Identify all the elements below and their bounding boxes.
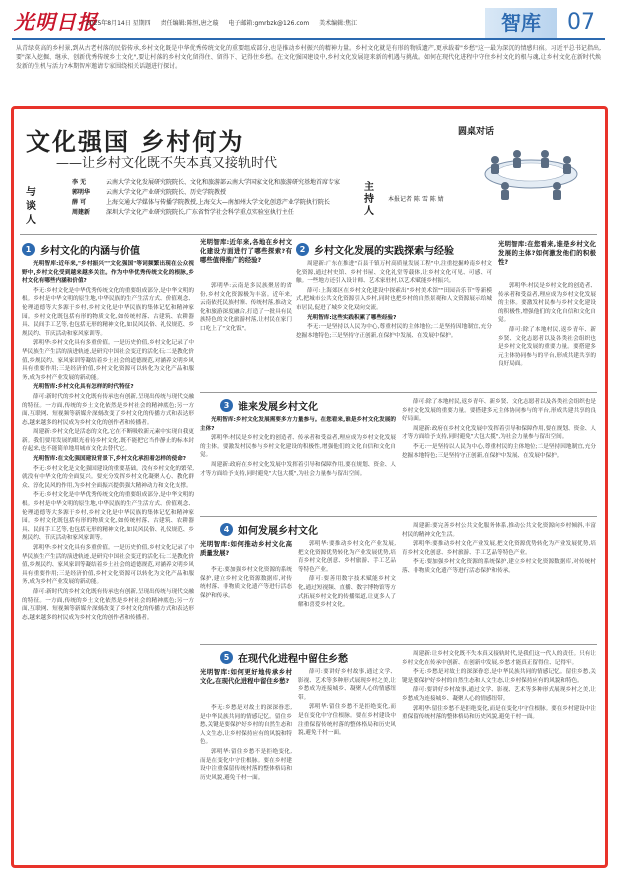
guest-title: 云南大学文化发展研究院院长、文化和旅游部云南大学国家文化和旅游研究基地首席专家 xyxy=(106,179,341,186)
article-column xyxy=(200,282,292,388)
article-column xyxy=(298,540,396,640)
article-column xyxy=(298,668,396,858)
newspaper-logo: 光明日报 xyxy=(14,10,98,34)
section-number: 5 xyxy=(220,651,233,664)
paragraph: 薛可:要讲好乡村故事,通过文学、影视、艺术等多种形式展现乡村之美,让乡愁成为连接城乡、凝聚人心的情感纽带。 xyxy=(298,669,396,701)
article-column xyxy=(200,416,396,512)
headline: 文化强国 乡村何为 xyxy=(26,127,245,156)
pull-quote: 光明智库:近年来,各地在乡村文化建设方面进行了哪些探索?有哪些值得推广的经验? xyxy=(200,238,292,264)
paragraph: 李无:乡村文化是中华优秀传统文化的重要组成部分,是中华文明的根。乡村是中华文明的原生地,中华民族的生产生活方式、价值观念、伦理道德等大多源于乡村,乡村文化是中华民族的集体记忆和精神家园。乡村文化既包括有形的物质文化,如传统村落、古建筑、农耕器具、民间手工艺等,也包括无形的精神文化,如民风民俗、礼仪规范、乡规民约、节庆活动和家风家训等。 xyxy=(22,287,194,337)
article-column xyxy=(22,260,194,860)
guest-row xyxy=(72,198,372,208)
section-title: 乡村文化的内涵与价值 xyxy=(40,246,140,257)
paragraph: 郭明华:村民是乡村文化的创造者、传承者和受益者,理应成为乡村文化发展的主体。要激发村民参与乡村文化建设的积极性,增强他们的文化自信和文化自觉。 xyxy=(498,283,596,324)
round-table-label: 圆桌对话 xyxy=(458,127,495,137)
guest-title: 上海交通大学媒体与传播学院教授,上海交大—南加州大学文化创意产业学院执行院长 xyxy=(106,199,330,206)
subheadline: ——让乡村文化既不失本真又接轨时代 xyxy=(56,156,278,171)
section-heading xyxy=(296,242,454,257)
paragraph: 周建新:要完善乡村公共文化服务体系,推动公共文化资源向乡村倾斜,丰富村民的精神文化生活。 xyxy=(402,523,596,538)
paragraph: 薛可:除了本地村民,返乡青年、新乡贤、文化志愿者以及各类社会组织也是乡村文化发展的重要力量。要搭建多元主体协同参与的平台,形成共建共享的良好局面。 xyxy=(402,399,596,423)
guest-name: 周建新 xyxy=(72,209,91,216)
paragraph: 李无:要加强乡村文化资源的系统保护,建立乡村文化资源数据库,对传统村落、非物质文化遗产等进行活态保护和传承。 xyxy=(200,567,292,599)
section-title: 如何发展乡村文化 xyxy=(238,526,318,537)
paragraph: 李无:要加强乡村文化资源的系统保护,建立乡村文化资源数据库,对传统村落、非物质文化遗产等进行活态保护和传承。 xyxy=(402,559,596,574)
section-heading xyxy=(220,398,318,413)
paragraph: 光明智库:在文化强国建设背景下,乡村文化承担着怎样的使命? xyxy=(33,456,187,463)
email: 电子邮箱:gmrbzk@126.com xyxy=(228,20,310,27)
section-heading xyxy=(220,650,348,665)
guest-title: 云南大学文化产业研究院院长、历史学院教授 xyxy=(106,189,227,196)
masthead-info xyxy=(86,18,365,27)
paragraph: 薛可:要讲好乡村故事,通过文学、影视、艺术等多种形式展现乡村之美,让乡愁成为连接城乡、凝聚人心的情感纽带。 xyxy=(402,687,596,702)
section-title: 在现代化进程中留住乡愁 xyxy=(238,654,348,665)
paragraph: 周建新:政府在乡村文化发展中发挥着引导和保障作用,要在规划、资金、人才等方面给予支持,同时避免"大包大揽",为社会力量参与留出空间。 xyxy=(402,425,596,441)
intro-text: 从青绿莫高的乡村景,到从古老村落的民俗传承,乡村文化既是中华优秀传统文化的重要组成部分,也是推动乡村振兴的精神力量。乡村文化就是有形的物质遗产,更承载着"乡愁"这一最为深沉的情感归宿。习近平总书记指出,要"深入挖掘、继承、创新优秀传统乡土文化",要让村落的乡村文化留得住、留得下、记得住乡愁。在文化强国建设中,乡村文化发展迎来新的机遇与挑战。如何在现代化进程中守住乡村文化的根与魂,让乡村文化在新时代焕发新的生机与活力?本期智库邀请专家围绕相关话题进行探讨。 xyxy=(16,45,601,70)
article-column xyxy=(296,260,492,388)
section-title: 谁来发展乡村文化 xyxy=(238,402,318,413)
paragraph: 薛可:上海郊区在乡村文化建设中探索出"乡村美术馆""田园音乐节"等新模式,把城市公共文化资源引入乡村,同时也把乡村的自然景观和人文资源展示给城市居民,促进了城乡文化双向交流。 xyxy=(296,287,492,311)
editor: 责任编辑:陈恒,唐之璇 xyxy=(160,20,219,27)
section-title: 乡村文化发展的实践探索与经验 xyxy=(314,246,454,257)
article-column xyxy=(200,566,292,640)
paragraph: 李无:乡村文化是中华优秀传统文化的重要组成部分,是中华文明的根。乡村是中华文明的原生地,中华民族的生产生活方式、价值观念、伦理道德等大多源于乡村,乡村文化是中华民族的集体记忆和精神家园。乡村文化既包括有形的物质文化,如传统村落、古建筑、农耕器具、民间手工艺等,也包括无形的精神文化,如民风民俗、礼仪规范、乡规民约、节庆活动和家风家训等。 xyxy=(22,492,194,542)
section-tab: 智库 xyxy=(485,8,557,38)
paragraph: 李无:乡村文化是文化强国建设的重要基础。没有乡村文化的繁荣,就没有中华文化的全面复兴。要充分发挥乡村文化凝聚人心、教化群众、淳化民风的作用,为乡村全面振兴提供强大精神动力和文化支撑。 xyxy=(22,465,194,489)
guest-title: 深圳大学文化产业研究院院长,广东省哲学社会科学重点实验室执行主任 xyxy=(106,209,294,216)
paragraph: 薛可:除了本地村民,返乡青年、新乡贤、文化志愿者以及各类社会组织也是乡村文化发展的重要力量。要搭建多元主体协同参与的平台,形成共建共享的良好局面。 xyxy=(498,326,596,368)
divider xyxy=(200,644,597,645)
host-label: 主持人 xyxy=(364,182,374,217)
paragraph: 薛可:要善用数字技术赋能乡村文化,通过短视频、直播、数字博物馆等方式拓展乡村文化的传播渠道,让更多人了解和喜爱乡村文化。 xyxy=(298,576,396,609)
header-rule xyxy=(12,38,605,40)
guest-row xyxy=(72,178,372,188)
paragraph: 光明智库:近年来,"乡村振兴""文化强国"等词频繁出现在公众视野中,乡村文化受到越来越多关注。作为中华优秀传统文化的根脉,乡村文化有哪些内涵和价值? xyxy=(22,261,194,285)
guests-label: 与谈人 xyxy=(26,187,36,226)
paragraph: 郭明华:云南是多民族聚居的省份,乡村文化资源极为丰富。近年来,云南依托民族村寨、传统村落,推动文化和旅游深度融合,打造了一批具有民族特色的文化旅游村落,让村民在家门口吃上了"文化饭"。 xyxy=(200,283,292,332)
host-name: 本报记者 陈 雪 陈 婧 xyxy=(388,196,444,203)
participants-panel xyxy=(26,178,592,228)
paragraph: 周建新:广东在推进"百县千镇万村高质量发展工程"中,注重挖掘岭南乡村文化资源,通过村史馆、乡村书屋、文化礼堂等载体,让乡村文化可见、可感、可触。一些地方还引入设计师、艺术家驻村,以艺术赋能乡村振兴。 xyxy=(296,261,492,285)
guest-name: 薛 可 xyxy=(72,199,87,206)
paragraph: 李无:乡愁是对故土的深深眷恋,是中华民族共同的情感记忆。留住乡愁,关键是要保护好乡村的自然生态和人文生态,让乡村保持应有的风貌和特色。 xyxy=(402,669,596,684)
paragraph: 郭明华:留住乡愁不是拒绝变化,而是在变化中守住根脉。要在乡村建设中注重保留传统村落的整体格局和历史风貌,避免千村一面。 xyxy=(298,704,396,737)
pull-quote: 光明智库:在您看来,谁是乡村文化发展的主体?如何激发他们的积极性? xyxy=(498,240,596,266)
page-number: 07 xyxy=(567,10,595,35)
guest-name: 郭明华 xyxy=(72,189,91,196)
paragraph: 郭明华:留住乡愁不是拒绝变化,而是在变化中守住根脉。要在乡村建设中注重保留传统村落的整体格局和历史风貌,避免千村一面。 xyxy=(200,748,292,781)
paragraph: 李无:一是坚持以人民为中心,尊重村民的主体地位;二是坚持因地制宜,充分挖掘本地特色;三是坚持守正创新,在保护中发展、在发展中保护。 xyxy=(402,443,596,459)
paragraph: 郭明华:村民是乡村文化的创造者、传承者和受益者,理应成为乡村文化发展的主体。要激发村民参与乡村文化建设的积极性,增强他们的文化自信和文化自觉。 xyxy=(200,435,396,459)
paragraph: 李无:一是坚持以人民为中心,尊重村民的主体地位;二是坚持因地制宜,充分挖掘本地特色;三是坚持守正创新,在保护中发展、在发展中保护。 xyxy=(296,324,492,339)
paragraph: 薛可:新时代的乡村文化既有传承也有创新,呈现出传统与现代交融的特征。一方面,传统的乡土文化依然是乡村社会的精神底色;另一方面,互联网、短视频等新媒介深刻改变了乡村文化的传播方式和表达形态,越来越多的村民成为乡村文化的创作者和传播者。 xyxy=(22,393,194,426)
divider xyxy=(200,392,597,393)
guest-row xyxy=(72,188,372,198)
paragraph: 光明智库:乡村文化发展需要多方力量参与。在您看来,谁是乡村文化发展的主体? xyxy=(200,417,396,432)
article-column xyxy=(402,522,596,640)
pull-quote: 光明智库:如何更好地传承乡村文化,在现代化进程中留住乡愁? xyxy=(200,668,292,685)
section-heading xyxy=(22,242,140,257)
section-heading xyxy=(220,522,318,537)
paragraph: 光明智库:乡村文化具有怎样的时代特征? xyxy=(33,384,134,391)
section-number: 2 xyxy=(296,243,309,256)
article-column xyxy=(498,282,596,388)
paragraph: 郭明华:留住乡愁不是拒绝变化,而是在变化中守住根脉。要在乡村建设中注重保留传统村落的整体格局和历史风貌,避免千村一面。 xyxy=(402,705,596,721)
paragraph: 郭明华:乡村文化具有多重价值。一是历史价值,乡村文化记录了中华民族生产生活的演进轨迹,是研究中国社会变迁的活化石;二是教化价值,乡规民约、家风家训等凝结着乡土社会的道德规范,对涵养文明乡风具有重要作用;三是经济价值,乡村文化资源可以转化为文化产品和服务,成为乡村产业发展的新动能。 xyxy=(22,340,194,381)
issue-date: 2025年8月14日 星期四 xyxy=(86,20,151,27)
paragraph: 周建新:让乡村文化既不失本真又接轨时代,是我们这一代人的责任。只有让乡村文化在传承中创新、在创新中发展,乡愁才能真正留得住、记得牢。 xyxy=(402,651,596,666)
article-column xyxy=(402,398,596,512)
paragraph: 郭明华:要推动乡村文化产业发展,把文化资源优势转化为产业发展优势,培育乡村文化创意、乡村旅游、手工艺品等特色产业。 xyxy=(298,541,396,573)
paragraph: 光明智库:这些实践积累了哪些经验? xyxy=(307,314,397,321)
pull-quote: 光明智库:如何推动乡村文化高质量发展? xyxy=(200,540,292,557)
paragraph: 郭明华:要推动乡村文化产业发展,把文化资源优势转化为产业发展优势,培育乡村文化创意、乡村旅游、手工艺品等特色产业。 xyxy=(402,541,596,556)
paragraph: 周建新:乡村文化是活态的文化,它在不断吸收新元素中实现自我更新。我们要用发展的眼光看待乡村文化,既不能把它当作静止的标本封存起来,也不能简单地用城市文化去替代它。 xyxy=(22,429,194,453)
guest-row xyxy=(72,208,372,218)
paragraph: 李无:乡愁是对故土的深深眷恋,是中华民族共同的情感记忆。留住乡愁,关键是要保护好乡村的自然生态和人文生态,让乡村保持应有的风貌和特色。 xyxy=(200,705,292,746)
art-editor: 美术编辑:焦江 xyxy=(319,20,358,27)
article-column xyxy=(200,704,292,858)
article-column xyxy=(402,650,596,858)
divider xyxy=(20,234,597,235)
guest-name: 李 无 xyxy=(72,179,87,186)
paragraph: 薛可:新时代的乡村文化既有传承也有创新,呈现出传统与现代交融的特征。一方面,传统的乡土文化依然是乡村社会的精神底色;另一方面,互联网、短视频等新媒介深刻改变了乡村文化的传播方式和表达形态,越来越多的村民成为乡村文化的创作者和传播者。 xyxy=(22,588,194,621)
section-number: 4 xyxy=(220,523,233,536)
divider xyxy=(200,516,597,517)
guest-list xyxy=(72,178,372,218)
section-number: 3 xyxy=(220,399,233,412)
paragraph: 周建新:政府在乡村文化发展中发挥着引导和保障作用,要在规划、资金、人才等方面给予支持,同时避免"大包大揽",为社会力量参与留出空间。 xyxy=(200,461,396,477)
paragraph: 郭明华:乡村文化具有多重价值。一是历史价值,乡村文化记录了中华民族生产生活的演进轨迹,是研究中国社会变迁的活化石;二是教化价值,乡规民约、家风家训等凝结着乡土社会的道德规范,对涵养文明乡风具有重要作用;三是经济价值,乡村文化资源可以转化为文化产品和服务,成为乡村产业发展的新动能。 xyxy=(22,545,194,586)
section-number: 1 xyxy=(22,243,35,256)
